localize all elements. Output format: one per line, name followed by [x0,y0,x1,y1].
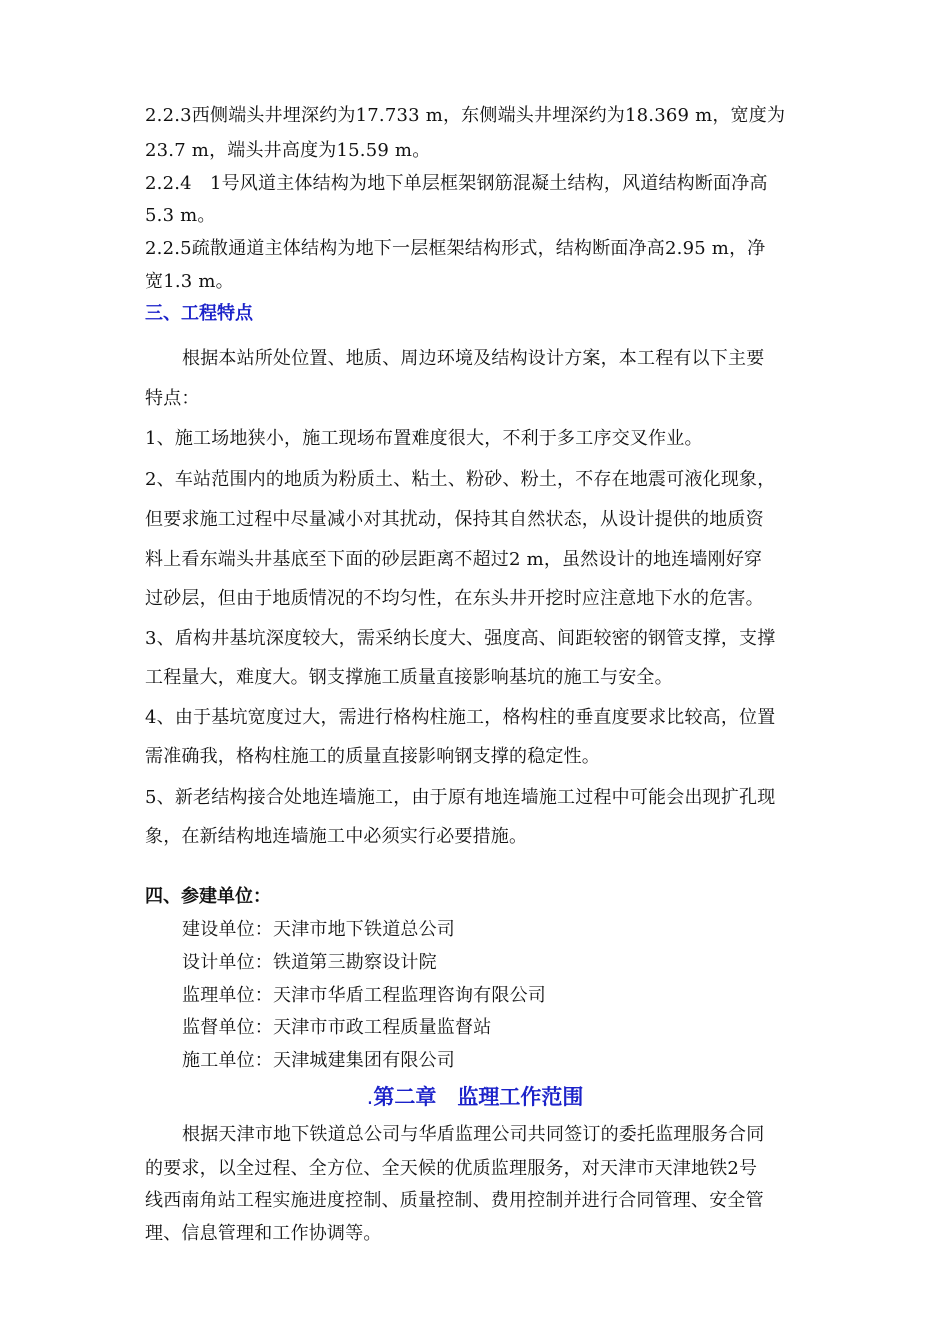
list-item: 需准确我，格构柱施工的质量直接影响钢支撑的稳定性。 [145,746,600,767]
list-item: 1、施工场地狭小，施工现场布置难度很大，不利于多工序交叉作业。 [145,428,703,449]
list-item: 但要求施工过程中尽量减小对其扰动，保持其自然状态，从设计提供的地质资 [145,509,764,530]
list-item: 过砂层，但由于地质情况的不均匀性，在东头井开挖时应注意地下水的危害。 [145,588,764,609]
list-item: 工程量大，难度大。钢支撑施工质量直接影响基坑的施工与安全。 [145,667,673,688]
participant-unit: 监督单位：天津市市政工程质量监督站 [182,1017,492,1038]
paragraph-line: 2.2.5疏散通道主体结构为地下一层框架结构形式，结构断面净高2.95 m，净 [145,238,766,259]
paragraph-line: 特点： [145,388,200,409]
participant-unit: 施工单位：天津城建集团有限公司 [182,1050,455,1071]
chapter-title [0,1083,950,1111]
list-item: 象，在新结构地连墙施工中必须实行必要措施。 [145,826,528,847]
list-item: 2、车站范围内的地质为粉质土、粘土、粉砂、粉土，不存在地震可液化现象， [145,469,776,490]
participant-unit: 建设单位：天津市地下铁道总公司 [182,919,455,940]
paragraph-line: 的要求，以全过程、全方位、全天候的优质监理服务，对天津市天津地铁2号 [145,1158,758,1179]
paragraph-line: 23.7 m，端头井高度为15.59 m。 [145,140,431,161]
section-heading-features: 三、工程特点 [145,303,253,324]
paragraph-line: 线西南角站工程实施进度控制、质量控制、费用控制并进行合同管理、安全管 [145,1190,764,1211]
list-item: 料上看东端头井基底至下面的砂层距离不超过2 m，虽然设计的地连墙刚好穿 [145,549,763,570]
paragraph-line: 理、信息管理和工作协调等。 [145,1223,382,1244]
chapter-dot: . [366,1085,374,1109]
participant-unit: 监理单位：天津市华盾工程监理咨询有限公司 [182,985,546,1006]
paragraph-line: 根据天津市地下铁道总公司与华盾监理公司共同签订的委托监理服务合同 [182,1124,765,1145]
paragraph-line: 2.2.4 1号风道主体结构为地下单层框架钢筋混凝土结构，风道结构断面净高 [145,173,768,194]
paragraph-line: 宽1.3 m。 [145,271,234,292]
chapter-title-text: 第二章 监理工作范围 [373,1085,584,1109]
section-heading-participants: 四、参建单位： [145,886,271,907]
list-item: 3、盾构井基坑深度较大，需采纳长度大、强度高、间距较密的钢管支撑，支撑 [145,628,776,649]
paragraph-line: 根据本站所处位置、地质、周边环境及结构设计方案，本工程有以下主要 [182,348,765,369]
list-item: 5、新老结构接合处地连墙施工，由于原有地连墙施工过程中可能会出现扩孔现 [145,787,776,808]
paragraph-line: 5.3 m。 [145,205,216,226]
list-item: 4、由于基坑宽度过大，需进行格构柱施工，格构柱的垂直度要求比较高，位置 [145,707,776,728]
participant-unit: 设计单位：铁道第三勘察设计院 [182,952,437,973]
paragraph-line: 2.2.3西侧端头井埋深约为17.733 m，东侧端头井埋深约为18.369 m，宽度为 [145,105,786,126]
